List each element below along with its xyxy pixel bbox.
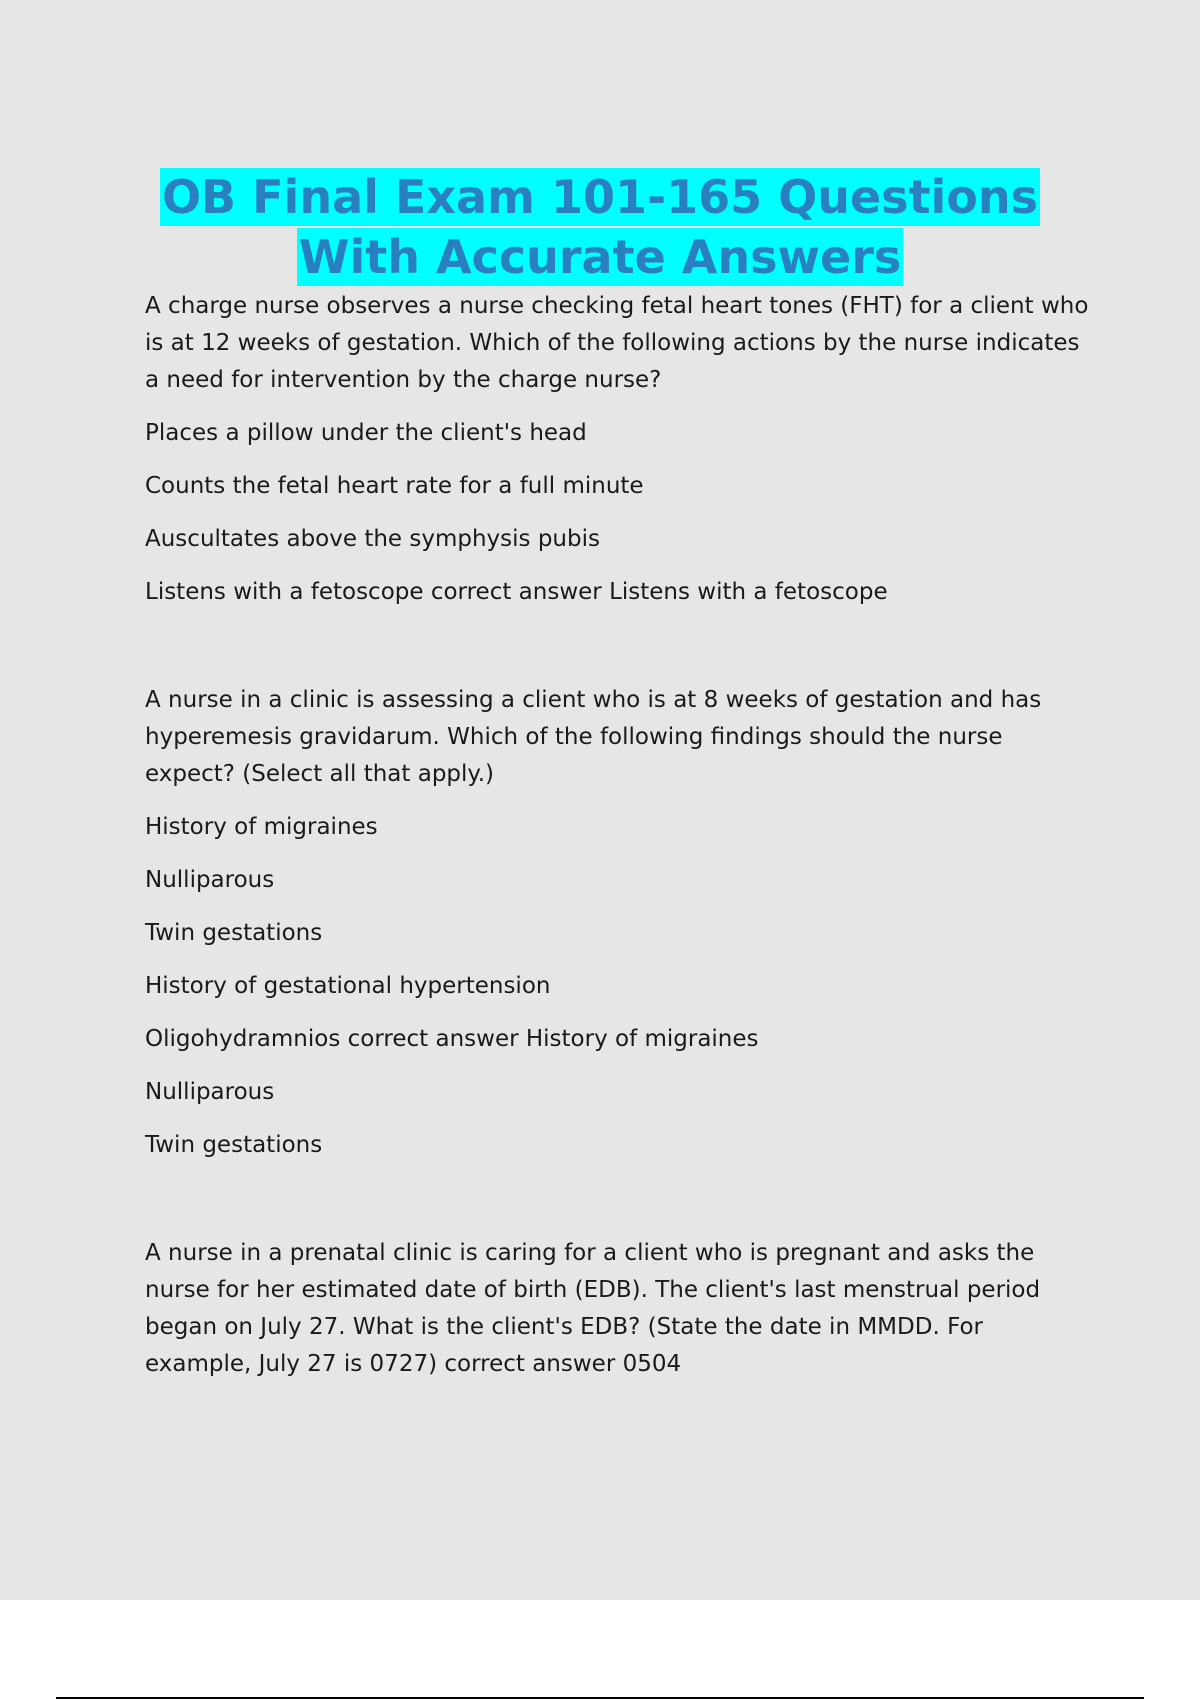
- question-block-2: [145, 682, 1095, 1164]
- answer-option: History of migraines: [145, 814, 378, 840]
- spacer: [145, 1180, 1095, 1235]
- answer-option: Twin gestations: [145, 1132, 323, 1158]
- answer-option: Nulliparous: [145, 867, 275, 893]
- answer-option: Oligohydramnios correct answer History of migraines: [145, 1026, 759, 1052]
- answer-option: Twin gestations: [145, 920, 323, 946]
- answer-option: Nulliparous: [145, 1079, 275, 1105]
- document-title: [0, 168, 1200, 288]
- question-block-3: [145, 1235, 1095, 1383]
- footer-divider: [56, 1697, 1144, 1699]
- answer-option: Listens with a fetoscope correct answer Listens with a fetoscope: [145, 579, 888, 605]
- question-block-1: [145, 288, 1095, 611]
- answer-option: History of gestational hypertension: [145, 973, 551, 999]
- title-line-1: OB Final Exam 101-165 Questions: [161, 170, 1039, 224]
- document-body: [145, 288, 1095, 1399]
- answer-option: Counts the fetal heart rate for a full minute: [145, 473, 644, 499]
- answer-option: Places a pillow under the client's head: [145, 420, 587, 446]
- question-text: A nurse in a prenatal clinic is caring for a client who is pregnant and asks the nurse for her estimated date of birth (EDB). The client's last menstrual period began on July 27. What is the client's EDB? (State the date in MMDD. For example, July 27 is 0727) correct answer 0504: [145, 1240, 1041, 1377]
- title-line-2: With Accurate Answers: [298, 230, 902, 284]
- question-text: A nurse in a clinic is assessing a client who is at 8 weeks of gestation and has hyperemesis gravidarum. Which of the following findings should the nurse expect? (Select all that apply.): [145, 687, 1042, 787]
- question-text: A charge nurse observes a nurse checking fetal heart tones (FHT) for a client who is at 12 weeks of gestation. Which of the following actions by the nurse indicates a need for intervention by the charge nurse?: [145, 293, 1089, 393]
- answer-option: Auscultates above the symphysis pubis: [145, 526, 600, 552]
- spacer: [145, 627, 1095, 682]
